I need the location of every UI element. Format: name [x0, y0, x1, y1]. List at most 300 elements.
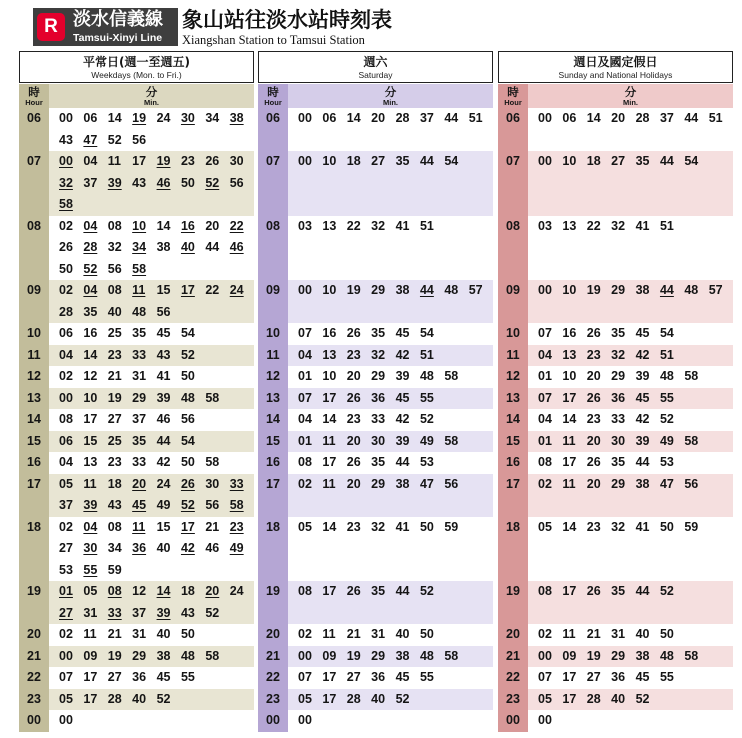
departure-minute: 08 — [107, 283, 122, 297]
departure-minute: 04 — [59, 455, 73, 469]
departure-minute: 11 — [322, 433, 336, 448]
hour-label — [258, 84, 288, 108]
departure-minute: 28 — [107, 691, 122, 706]
departure-minute: 13 — [83, 455, 98, 469]
departure-minute: 06 — [322, 111, 337, 125]
departure-minute: 27 — [346, 670, 361, 684]
departure-minute: 14 — [322, 412, 337, 426]
departure-minute: 35 — [611, 326, 626, 340]
hour-cell: 14 — [19, 409, 49, 431]
departure-minute: 39 — [635, 369, 650, 383]
departure-minute: 29 — [371, 369, 386, 383]
hour-row — [19, 452, 254, 474]
departure-minute: 22 — [346, 218, 361, 233]
hour-row — [258, 409, 493, 431]
minute-label — [288, 84, 493, 108]
minutes-list — [49, 667, 254, 689]
hour-row — [258, 151, 493, 216]
departure-minute: 52 — [156, 691, 171, 706]
hour-row — [498, 388, 733, 410]
departure-minute: 56 — [684, 476, 699, 491]
departure-minute: 50 — [659, 627, 674, 641]
departure-minute: 28 — [346, 691, 361, 706]
schedule-title-zh: 平常日(週一至週五) — [83, 55, 190, 69]
departure-minute: 32 — [371, 519, 386, 534]
minutes-list — [288, 409, 493, 431]
column-labels — [498, 84, 733, 108]
hour-row — [498, 366, 733, 388]
departure-minute: 02 — [538, 476, 552, 491]
departure-minute: 15 — [156, 519, 171, 534]
departure-minute: 56 — [205, 498, 220, 512]
minutes-list — [528, 474, 733, 517]
departure-minute: 45 — [635, 670, 650, 684]
departure-minute: 23 — [180, 154, 195, 168]
departure-minute: 11 — [562, 476, 576, 491]
hour-row — [498, 452, 733, 474]
minutes-list — [528, 366, 733, 388]
departure-minute: 45 — [395, 326, 410, 340]
departure-minute: 24 — [156, 111, 171, 125]
departure-minute: 39 — [635, 433, 650, 448]
departure-minute: 48 — [180, 390, 195, 405]
departure-minute: 12 — [83, 369, 98, 383]
departure-minute: 17 — [180, 519, 195, 534]
hour-cell: 15 — [19, 431, 49, 453]
hour-cell: 16 — [19, 452, 49, 474]
hour-row — [19, 646, 254, 668]
departure-minute: 51 — [468, 111, 483, 125]
hour-cell: 21 — [19, 646, 49, 668]
departure-minute: 30 — [83, 541, 98, 555]
departure-minute: 14 — [322, 519, 337, 534]
hour-cell: 00 — [258, 710, 288, 732]
departure-minute: 17 — [83, 412, 98, 426]
departure-minute: 20 — [586, 476, 601, 491]
minutes-list — [528, 151, 733, 216]
departure-minute: 11 — [322, 627, 336, 641]
departure-minute: 20 — [611, 111, 626, 125]
departure-minute: 11 — [83, 476, 97, 491]
departure-minute: 27 — [371, 154, 386, 168]
departure-minute: 29 — [371, 476, 386, 491]
departure-minute: 58 — [684, 369, 699, 383]
departure-minute: 45 — [395, 390, 410, 405]
departure-minute: 11 — [322, 476, 336, 491]
departure-minute: 28 — [395, 111, 410, 125]
hour-row — [19, 624, 254, 646]
departure-minute: 30 — [180, 111, 195, 125]
departure-minute: 47 — [419, 476, 434, 491]
departure-minute: 58 — [444, 369, 459, 383]
hour-row — [19, 280, 254, 323]
departure-minute: 31 — [371, 627, 386, 641]
hour-cell: 09 — [498, 280, 528, 323]
minutes-list — [288, 216, 493, 281]
departure-minute: 47 — [659, 476, 674, 491]
hour-label-zh: 時 — [28, 85, 40, 99]
departure-minute: 14 — [562, 412, 577, 426]
departure-minute: 01 — [298, 369, 312, 383]
departure-minute: 52 — [180, 347, 195, 362]
departure-minute: 08 — [107, 584, 122, 598]
minutes-list — [528, 452, 733, 474]
minutes-list — [49, 345, 254, 367]
departure-minute: 37 — [419, 111, 434, 125]
hour-cell: 17 — [19, 474, 49, 517]
minutes-list — [49, 388, 254, 410]
hour-row — [19, 667, 254, 689]
departure-minute: 29 — [611, 369, 626, 383]
departure-minute: 37 — [659, 111, 674, 125]
departure-minute: 51 — [659, 218, 674, 233]
departure-minute: 58 — [205, 648, 220, 663]
departure-minute: 32 — [107, 240, 122, 254]
hour-cell: 19 — [258, 581, 288, 624]
hour-row — [498, 216, 733, 281]
hour-cell: 09 — [19, 280, 49, 323]
schedule-header — [498, 51, 733, 83]
departure-minute: 33 — [132, 455, 147, 469]
departure-minute: 03 — [298, 218, 312, 233]
departure-minute: 08 — [298, 455, 312, 469]
departure-minute: 00 — [298, 648, 312, 663]
departure-minute: 48 — [132, 304, 147, 319]
departure-minute: 23 — [107, 347, 122, 362]
departure-minute: 53 — [59, 562, 73, 577]
hour-cell: 20 — [498, 624, 528, 646]
departure-minute: 19 — [346, 283, 361, 297]
schedule-title-en: Sunday and National Holidays — [558, 70, 673, 80]
departure-minute: 00 — [59, 390, 73, 405]
departure-minute: 50 — [180, 369, 195, 383]
departure-minute: 52 — [419, 412, 434, 426]
departure-minute: 29 — [611, 476, 626, 491]
departure-minute: 10 — [562, 154, 577, 168]
departure-minute: 16 — [180, 218, 195, 233]
minutes-list — [288, 474, 493, 517]
hour-row — [258, 216, 493, 281]
minutes-list — [49, 710, 254, 732]
departure-minute: 50 — [180, 175, 195, 190]
departure-minute: 54 — [659, 326, 674, 340]
departure-minute: 00 — [538, 154, 552, 168]
departure-minute: 34 — [205, 111, 220, 125]
minute-label-en: Min. — [623, 98, 638, 107]
departure-minute: 22 — [229, 218, 244, 233]
schedule-title-zh: 週六 — [363, 55, 388, 69]
minutes-list — [528, 216, 733, 281]
departure-minute: 31 — [132, 627, 147, 641]
departure-minute: 26 — [180, 476, 195, 491]
departure-minute: 30 — [205, 476, 220, 491]
departure-minute: 40 — [156, 627, 171, 641]
hour-cell: 23 — [258, 689, 288, 711]
departure-minute: 02 — [59, 218, 73, 233]
departure-minute: 41 — [395, 519, 410, 534]
departure-minute: 38 — [395, 648, 410, 663]
departure-minute: 32 — [371, 218, 386, 233]
departure-minute: 36 — [132, 670, 147, 684]
departure-minute: 38 — [635, 476, 650, 491]
hour-row — [19, 431, 254, 453]
departure-minute: 48 — [419, 648, 434, 663]
departure-minute: 35 — [83, 304, 98, 319]
departure-minute: 20 — [346, 476, 361, 491]
departure-minute: 18 — [346, 154, 361, 168]
departure-minute: 01 — [538, 369, 552, 383]
departure-minute: 05 — [538, 519, 552, 534]
departure-minute: 15 — [156, 283, 171, 297]
minutes-list — [49, 323, 254, 345]
departure-minute: 06 — [59, 326, 73, 340]
departure-minute: 24 — [229, 283, 244, 297]
hour-cell: 23 — [498, 689, 528, 711]
departure-minute: 14 — [346, 111, 361, 125]
departure-minute: 35 — [371, 326, 386, 340]
hour-cell: 08 — [19, 216, 49, 281]
hour-cell: 23 — [19, 689, 49, 711]
departure-minute: 04 — [298, 347, 312, 362]
departure-minute: 00 — [298, 111, 312, 125]
departure-minute: 42 — [635, 412, 650, 426]
hour-cell: 15 — [498, 431, 528, 453]
minutes-list — [49, 689, 254, 711]
departure-minute: 42 — [395, 412, 410, 426]
departure-minute: 48 — [659, 648, 674, 663]
departure-minute: 11 — [132, 283, 146, 297]
departure-minute: 20 — [371, 111, 386, 125]
departure-minute: 11 — [132, 519, 146, 534]
hour-cell: 22 — [258, 667, 288, 689]
hour-cell: 13 — [19, 388, 49, 410]
hour-cell: 06 — [19, 108, 49, 151]
minutes-list — [288, 108, 493, 151]
hour-row — [258, 689, 493, 711]
departure-minute: 10 — [562, 283, 577, 297]
hour-row — [258, 366, 493, 388]
hour-row — [258, 108, 493, 151]
hour-cell: 07 — [498, 151, 528, 216]
hour-row — [498, 323, 733, 345]
departure-minute: 53 — [659, 455, 674, 469]
departure-minute: 56 — [229, 175, 244, 190]
departure-minute: 28 — [635, 111, 650, 125]
minutes-list — [528, 667, 733, 689]
minutes-list — [288, 431, 493, 453]
hour-row — [258, 388, 493, 410]
hour-row — [498, 710, 733, 732]
departure-minute: 14 — [83, 347, 98, 362]
departure-minute: 52 — [83, 261, 98, 276]
line-badge — [33, 8, 178, 46]
line-name-zh: 淡水信義線 — [73, 9, 163, 30]
departure-minute: 27 — [59, 605, 73, 620]
departure-minute: 00 — [59, 154, 73, 168]
departure-minute: 22 — [586, 218, 601, 233]
minute-label-en: Min. — [144, 98, 159, 107]
departure-minute: 36 — [371, 670, 386, 684]
departure-minute: 17 — [562, 455, 577, 469]
hour-label-en: Hour — [25, 98, 43, 107]
departure-minute: 28 — [59, 304, 73, 319]
hour-label — [498, 84, 528, 108]
departure-minute: 17 — [322, 390, 337, 405]
departure-minute: 23 — [346, 412, 361, 426]
departure-minute: 04 — [538, 412, 552, 426]
page-subtitle: Xiangshan Station to Tamsui Station — [182, 33, 365, 47]
departure-minute: 55 — [659, 670, 674, 684]
page-title: 象山站往淡水站時刻表 — [182, 8, 392, 32]
hour-row — [498, 581, 733, 624]
departure-minute: 27 — [59, 541, 73, 555]
departure-minute: 46 — [205, 541, 220, 555]
departure-minute: 16 — [562, 326, 577, 340]
departure-minute: 26 — [346, 455, 361, 469]
hour-row — [19, 151, 254, 216]
hour-cell: 08 — [498, 216, 528, 281]
minutes-list — [528, 323, 733, 345]
departure-minute: 39 — [156, 605, 171, 620]
departure-minute: 37 — [132, 412, 147, 426]
departure-minute: 44 — [659, 283, 674, 297]
departure-minute: 34 — [107, 541, 122, 555]
departure-minute: 52 — [205, 175, 220, 190]
departure-minute: 15 — [83, 433, 98, 448]
departure-minute: 50 — [59, 261, 73, 276]
departure-minute: 46 — [229, 240, 244, 254]
departure-minute: 36 — [611, 670, 626, 684]
departure-minute: 44 — [395, 584, 410, 598]
departure-minute: 37 — [83, 175, 98, 190]
departure-minute: 43 — [156, 347, 171, 362]
departure-minute: 14 — [586, 111, 601, 125]
hour-row — [258, 517, 493, 582]
departure-minute: 44 — [205, 240, 220, 254]
hour-rows — [498, 108, 733, 732]
departure-minute: 52 — [395, 691, 410, 706]
departure-minute: 35 — [611, 455, 626, 469]
minutes-list — [288, 388, 493, 410]
departure-minute: 29 — [611, 283, 626, 297]
departure-minute: 08 — [298, 584, 312, 598]
departure-minute: 04 — [59, 347, 73, 362]
departure-minute: 45 — [635, 390, 650, 405]
departure-minute: 29 — [132, 390, 147, 405]
hour-row — [498, 280, 733, 323]
departure-minute: 27 — [107, 670, 122, 684]
hour-cell: 19 — [19, 581, 49, 624]
departure-minute: 02 — [538, 627, 552, 641]
departure-minute: 23 — [107, 455, 122, 469]
departure-minute: 35 — [635, 154, 650, 168]
departure-minute: 55 — [180, 670, 195, 684]
departure-minute: 49 — [229, 541, 244, 555]
hour-cell: 06 — [498, 108, 528, 151]
minutes-list — [288, 323, 493, 345]
minutes-list — [288, 345, 493, 367]
departure-minute: 45 — [635, 326, 650, 340]
minutes-list — [288, 366, 493, 388]
minutes-list — [288, 646, 493, 668]
departure-minute: 34 — [132, 240, 147, 254]
hour-row — [258, 646, 493, 668]
minutes-list — [288, 710, 493, 732]
departure-minute: 10 — [562, 369, 577, 383]
hour-row — [258, 710, 493, 732]
departure-minute: 24 — [156, 476, 171, 491]
hour-row — [258, 452, 493, 474]
departure-minute: 54 — [180, 326, 195, 340]
departure-minute: 32 — [371, 347, 386, 362]
departure-minute: 56 — [444, 476, 459, 491]
departure-minute: 25 — [107, 326, 122, 340]
departure-minute: 36 — [371, 390, 386, 405]
departure-minute: 19 — [132, 111, 147, 125]
departure-minute: 11 — [83, 627, 97, 641]
departure-minute: 49 — [419, 433, 434, 448]
hour-row — [498, 689, 733, 711]
minute-label-zh: 分 — [384, 85, 397, 99]
departure-minute: 00 — [538, 648, 552, 663]
line-letter-icon: R — [37, 13, 65, 41]
departure-minute: 19 — [346, 648, 361, 663]
departure-minute: 08 — [107, 218, 122, 233]
departure-minute: 18 — [586, 154, 601, 168]
hour-row — [19, 710, 254, 732]
departure-minute: 38 — [156, 240, 171, 254]
departure-minute: 04 — [83, 519, 98, 534]
minute-label-en: Min. — [383, 98, 398, 107]
minute-label — [528, 84, 733, 108]
departure-minute: 19 — [107, 648, 122, 663]
hour-cell: 14 — [498, 409, 528, 431]
hour-cell: 11 — [258, 345, 288, 367]
weekday-timetable — [19, 51, 254, 732]
departure-minute: 16 — [322, 326, 337, 340]
departure-minute: 06 — [59, 433, 73, 448]
departure-minute: 30 — [371, 433, 386, 448]
departure-minute: 11 — [107, 154, 121, 168]
departure-minute: 52 — [635, 691, 650, 706]
minutes-list — [49, 474, 254, 517]
departure-minute: 48 — [659, 369, 674, 383]
minutes-list — [528, 431, 733, 453]
departure-minute: 52 — [659, 412, 674, 426]
hour-cell: 18 — [258, 517, 288, 582]
departure-minute: 54 — [444, 154, 459, 168]
departure-minute: 09 — [322, 648, 337, 663]
departure-minute: 40 — [395, 627, 410, 641]
departure-minute: 44 — [419, 154, 434, 168]
departure-minute: 13 — [322, 347, 337, 362]
hour-cell: 00 — [498, 710, 528, 732]
departure-minute: 17 — [562, 390, 577, 405]
departure-minute: 29 — [371, 283, 386, 297]
minutes-list — [528, 345, 733, 367]
departure-minute: 58 — [59, 197, 73, 211]
departure-minute: 39 — [107, 175, 122, 190]
departure-minute: 20 — [346, 369, 361, 383]
departure-minute: 17 — [180, 283, 195, 297]
departure-minute: 14 — [107, 111, 122, 125]
departure-minute: 13 — [562, 218, 577, 233]
departure-minute: 07 — [298, 670, 312, 684]
minutes-list — [288, 581, 493, 624]
departure-minute: 18 — [107, 476, 122, 491]
hour-cell: 20 — [19, 624, 49, 646]
hour-cell: 07 — [258, 151, 288, 216]
